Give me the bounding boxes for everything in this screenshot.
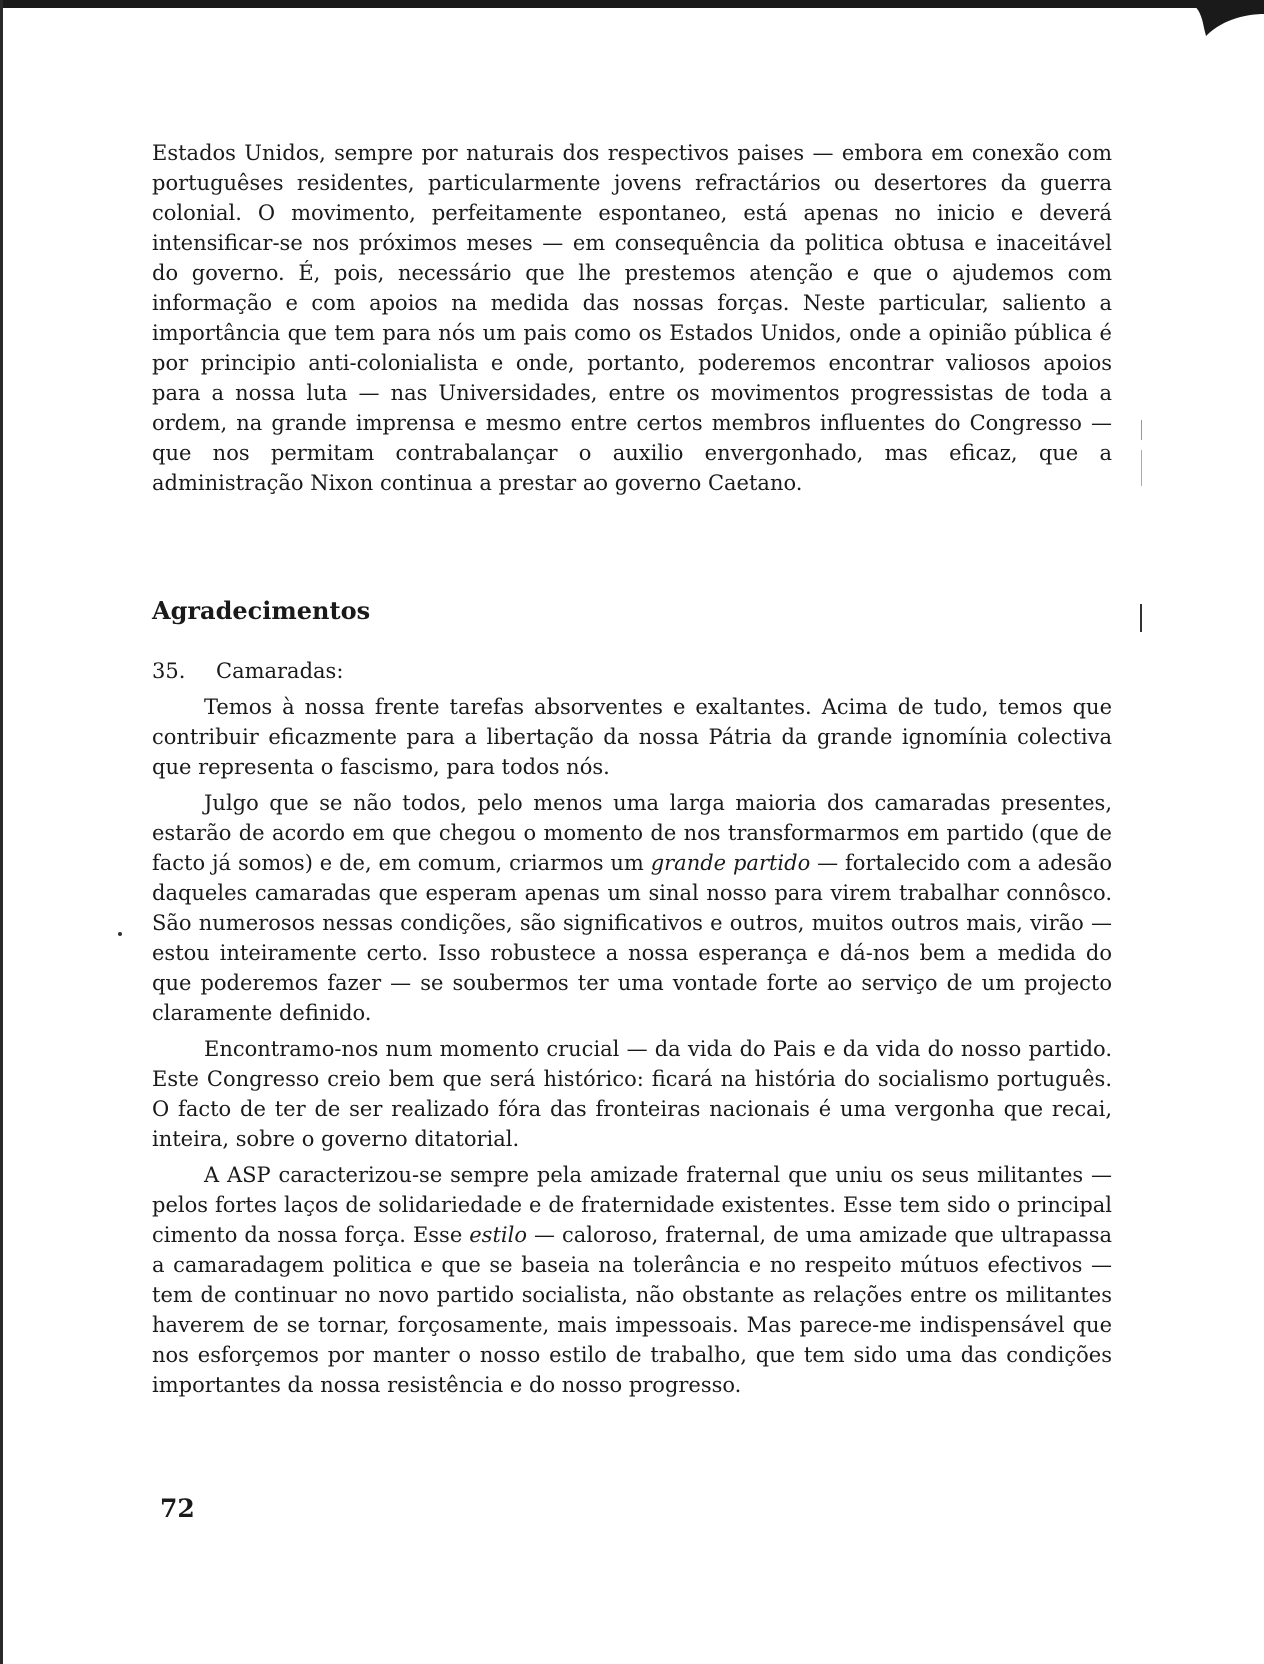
- paragraph-4-text: A ASP caracterizou-se sempre pela amizade fraternal que uniu os seus militantes — pelos fortes laços de solidariedade e de fraternidade existentes. Esse tem sido o principal cimento da nossa força. Esse: [152, 1163, 1112, 1247]
- numbered-item: [152, 656, 1112, 686]
- paragraph-3: Encontramo-nos num momento crucial — da vida do Pais e da vida do nosso partido. Este Congresso creio bem que será histórico: ficará na história do socialismo português. O facto de ter de ser realizado fóra das fronteiras nacionais é uma vergonha que recai, inteira, sobre o governo ditatorial.: [152, 1037, 1112, 1151]
- corner-shadow: [1194, 0, 1264, 40]
- paragraph-1: Temos à nossa frente tarefas absorventes e exaltantes. Acima de tudo, temos que contribuir eficazmente para a libertação da nossa Pátria da grande ignomínia colectiva que representa o fascismo, para todos nós.: [152, 695, 1112, 779]
- section-body: [152, 656, 1112, 1400]
- page-edge-left: [0, 0, 3, 1664]
- paragraph-4: [152, 1160, 1112, 1400]
- paragraph-2: [152, 788, 1112, 1028]
- page-number: 72: [160, 1494, 195, 1523]
- paragraph-2-text: — fortalecido com a adesão daqueles camaradas que esperam apenas um sinal nosso para virem trabalhar connôsco. São numerosos nessas condições, são significativos e outros, muitos outros mais, virão — estou inteiramente certo. Isso robustece a nossa esperança e dá-nos bem a medida do que poderemos fazer — se soubermos ter uma vontade forte ao serviço de um projecto claramente definido.: [152, 851, 1112, 1025]
- margin-mark: [1141, 420, 1142, 440]
- margin-mark: [1140, 604, 1142, 632]
- item-heading: Camaradas:: [216, 659, 344, 683]
- margin-mark: [118, 932, 122, 936]
- margin-mark: [1141, 450, 1142, 486]
- section-title: Agradecimentos: [152, 596, 371, 625]
- paragraph-4-text: — caloroso, fraternal, de uma amizade que ultrapassa a camaradagem politica e que se baseia na tolerância e no respeito mútuos efectivos — tem de continuar no novo partido socialista, não obstante as relações entre os militantes haverem de se tornar, forçosamente, mais impessoais. Mas parece-me indispensável que nos esforçemos por manter o nosso estilo de trabalho, que tem sido uma das condições importantes da nossa resistência e do nosso progresso.: [152, 1223, 1112, 1397]
- item-number: 35.: [152, 659, 186, 683]
- body-paragraph-top: [152, 138, 1112, 498]
- emphasis-text: estilo: [469, 1223, 527, 1247]
- paragraph-2-text: Julgo que se não todos, pelo menos uma larga maioria dos camaradas presentes, estarão de acordo em que chegou o momento de nos transformarmos em partido (que de facto já somos) e de, em comum, criarmos um: [152, 791, 1112, 875]
- paragraph-text: Estados Unidos, sempre por naturais dos respectivos paises — embora em conexão com portuguêses residentes, particularmente jovens refractários ou desertores da guerra colonial. O movimento, perfeitamente espontaneo, está apenas no inicio e deverá intensificar-se nos próximos meses — em consequência da politica obtusa e inaceitável do governo. É, pois, necessário que lhe prestemos atenção e que o ajudemos com informação e com apoios na medida das nossas forças. Neste particular, saliento a importância que tem para nós um pais como os Estados Unidos, onde a opinião pública é por principio anti-colonialista e onde, portanto, poderemos encontrar valiosos apoios para a nossa luta — nas Universidades, entre os movimentos progressistas de toda a ordem, na grande imprensa e mesmo entre certos membros influentes do Congresso — que nos permitam contrabalançar o auxilio envergonhado, mas eficaz, que a administração Nixon continua a prestar ao governo Caetano.: [152, 141, 1112, 495]
- page-edge-top: [0, 0, 1200, 8]
- emphasis-text: grande partido: [650, 851, 811, 875]
